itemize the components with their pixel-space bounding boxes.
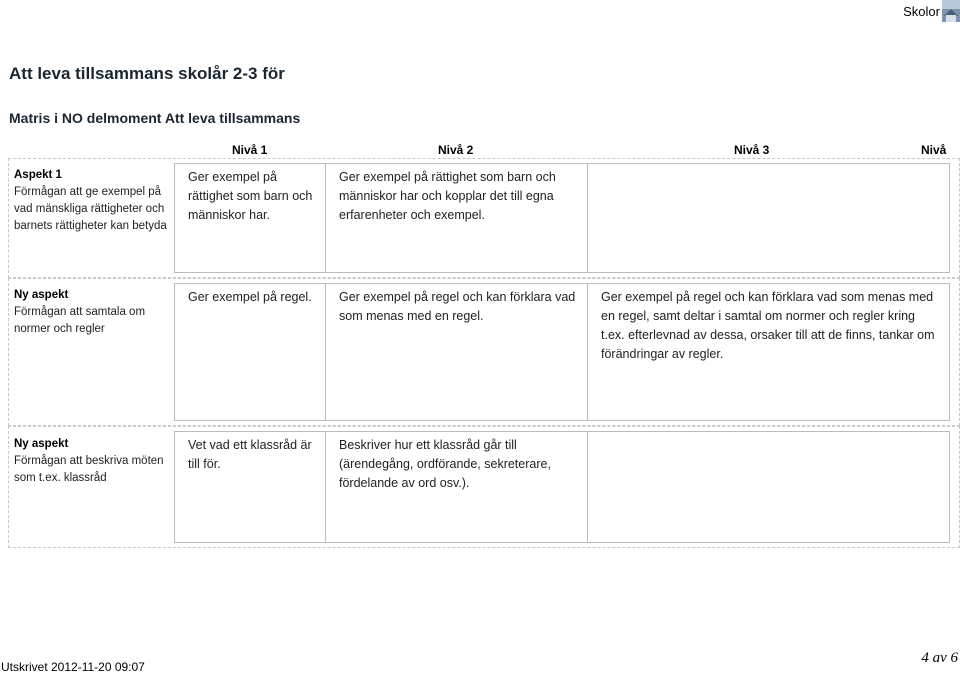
school-logo-icon bbox=[942, 0, 960, 22]
cell-divider bbox=[587, 283, 588, 421]
cell-divider bbox=[587, 431, 588, 543]
aspect-text: Förmågan att beskriva möten som t.ex. klassråd bbox=[14, 455, 164, 484]
cell-divider bbox=[325, 431, 326, 543]
cell-divider bbox=[325, 283, 326, 421]
level-3-cell: Ger exempel på regel och kan förklara vad som menas med en regel, samt deltar i samtal om normer och regler kring t.ex. efterlevnad av dessa, orsaker till att de finns, tankar om förändringar av regler. bbox=[601, 290, 935, 361]
school-link[interactable]: Skolor bbox=[903, 4, 940, 19]
level-header-3: Nivå 3 bbox=[734, 143, 770, 157]
aspect-cell bbox=[14, 436, 172, 487]
page-title: Att leva tillsammans skolår 2-3 för bbox=[9, 64, 285, 83]
printed-timestamp: Utskrivet 2012-11-20 09:07 bbox=[1, 660, 145, 674]
level-header-4: Nivå bbox=[921, 143, 947, 157]
level-2-cell: Beskriver hur ett klassråd går till (ärendegång, ordförande, sekreterare, fördelande av ord osv.). bbox=[339, 438, 551, 490]
level-1-cell: Ger exempel på regel. bbox=[188, 290, 312, 304]
matrix-title: Matris i NO delmoment Att leva tillsammans bbox=[9, 110, 301, 126]
aspect-text: Förmågan att ge exempel på vad mänskliga rättigheter och barnets rättigheter kan betyda bbox=[14, 186, 167, 232]
cell-divider bbox=[587, 163, 588, 273]
level-1-cell: Vet vad ett klassråd är till för. bbox=[188, 438, 312, 471]
level-2-cell: Ger exempel på regel och kan förklara vad som menas med en regel. bbox=[339, 290, 576, 323]
aspect-text: Förmågan att samtala om normer och regler bbox=[14, 306, 146, 335]
cell-divider bbox=[325, 163, 326, 273]
page-number: 4 av 6 bbox=[921, 650, 958, 666]
level-1-cell: Ger exempel på rättighet som barn och människor har. bbox=[188, 170, 313, 222]
aspect-title: Aspekt 1 bbox=[14, 169, 62, 181]
level-header-1: Nivå 1 bbox=[232, 143, 268, 157]
aspect-title: Ny aspekt bbox=[14, 438, 69, 450]
level-header-2: Nivå 2 bbox=[438, 143, 474, 157]
aspect-title: Ny aspekt bbox=[14, 289, 69, 301]
aspect-cell bbox=[14, 167, 172, 235]
level-2-cell: Ger exempel på rättighet som barn och människor har och kopplar det till egna erfarenheter och exempel. bbox=[339, 170, 556, 222]
aspect-cell bbox=[14, 287, 172, 338]
